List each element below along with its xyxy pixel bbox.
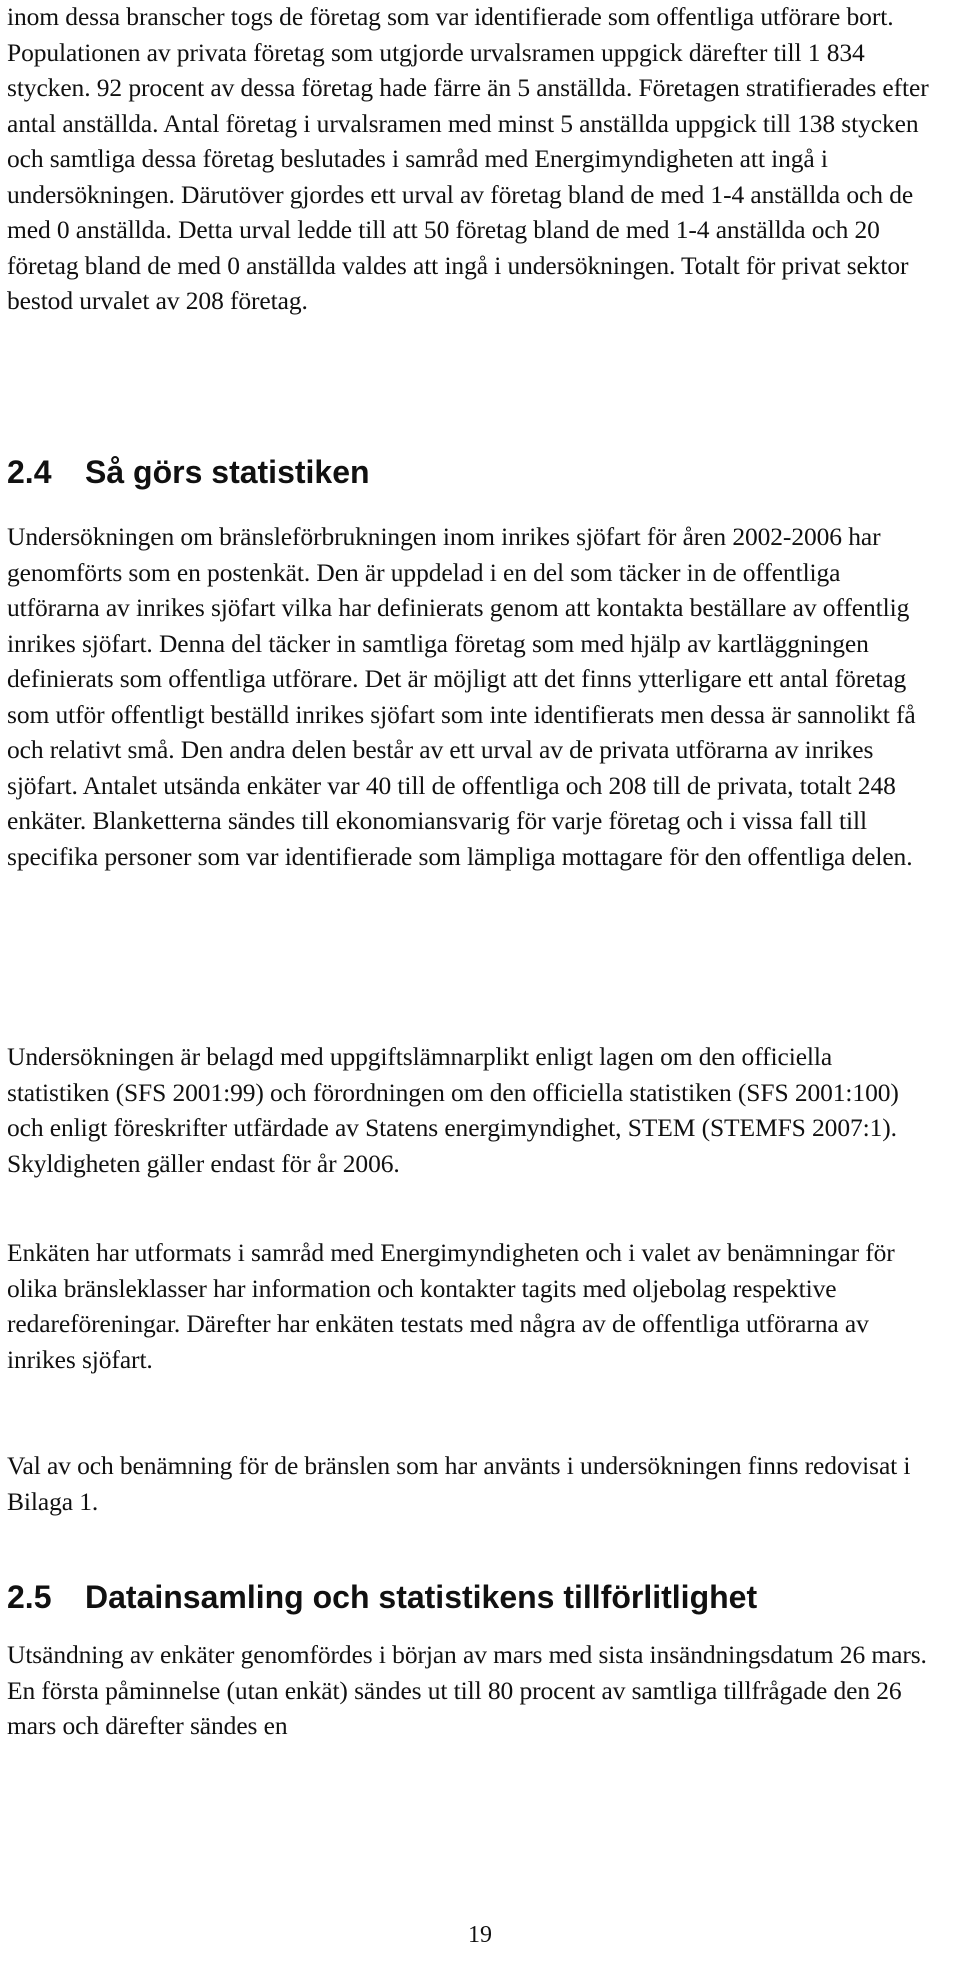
- page-number: 19: [468, 1922, 492, 1948]
- body-paragraph: Utsändning av enkäter genomfördes i början av mars med sista insändningsdatum 26 mars. En första påminnelse (utan enkät) sändes ut till 80 procent av samtliga tillfrågade den 26 mars och därefter sändes en: [7, 1640, 927, 1740]
- body-paragraph: Undersökningen om bränsleförbrukningen inom inrikes sjöfart för åren 2002-2006 har genomförts som en postenkät. Den är uppdelad i en del som täcker in de offentliga utförarna av inrikes sjöfart vilka har definierats genom att kontakta beställare av offentlig inrikes sjöfart. Denna del täcker in samtliga företag som med hjälp av kartläggningen definierats som offentliga utförare. Det är möjligt att det finns ytterligare ett antal företag som utför offentligt beställd inrikes sjöfart som inte identifierats men dessa är sannolikt få och relativt små. Den andra delen består av ett urval av de privata utförarna av inrikes sjöfart. Antalet utsända enkäter var 40 till de offentliga och 208 till de privata, totalt 248 enkäter. Blanketterna sändes till ekonomiansvarig för varje företag och i vissa fall till specifika personer som var identifierade som lämpliga mottagare för den offentliga delen.: [7, 522, 916, 871]
- section-heading: [7, 1577, 757, 1617]
- body-paragraph: Val av och benämning för de bränslen som har använts i undersökningen finns redovisat i Bilaga 1.: [7, 1451, 911, 1516]
- section-number: 2.5: [7, 1579, 52, 1615]
- section-number: 2.4: [7, 454, 52, 490]
- body-paragraph: inom dessa branscher togs de företag som var identifierade som offentliga utförare bort. Populationen av privata företag som utgjorde urvalsramen uppgick därefter till 1 834 stycken. 92 procent av dessa företag hade färre än 5 anställda. Företagen stratifierades efter antal anställda. Antal företag i urvalsramen med minst 5 anställda uppgick till 138 stycken och samtliga dessa företag beslutades i samråd med Energimyndigheten att ingå i undersökningen. Därutöver gjordes ett urval av företag bland de med 1-4 anställda och de med 0 anställda. Detta urval ledde till att 50 företag bland de med 1-4 anställda och 20 företag bland de med 0 anställda valdes att ingå i undersökningen. Totalt för privat sektor bestod urvalet av 208 företag.: [7, 2, 929, 315]
- section-title: Så görs statistiken: [85, 454, 370, 490]
- section-heading: [7, 452, 370, 492]
- body-paragraph: Undersökningen är belagd med uppgiftslämnarplikt enligt lagen om den officiella statistiken (SFS 2001:99) och förordningen om den officiella statistiken (SFS 2001:100) och enligt föreskrifter utfärdade av Statens energimyndighet, STEM (STEMFS 2007:1). Skyldigheten gäller endast för år 2006.: [7, 1042, 899, 1178]
- body-paragraph: Enkäten har utformats i samråd med Energimyndigheten och i valet av benämningar för olika bränsleklasser har information och kontakter tagits med oljebolag respektive redareföreningar. Därefter har enkäten testats med några av de offentliga utförarna av inrikes sjöfart.: [7, 1238, 895, 1374]
- section-title: Datainsamling och statistikens tillförlitlighet: [85, 1579, 758, 1615]
